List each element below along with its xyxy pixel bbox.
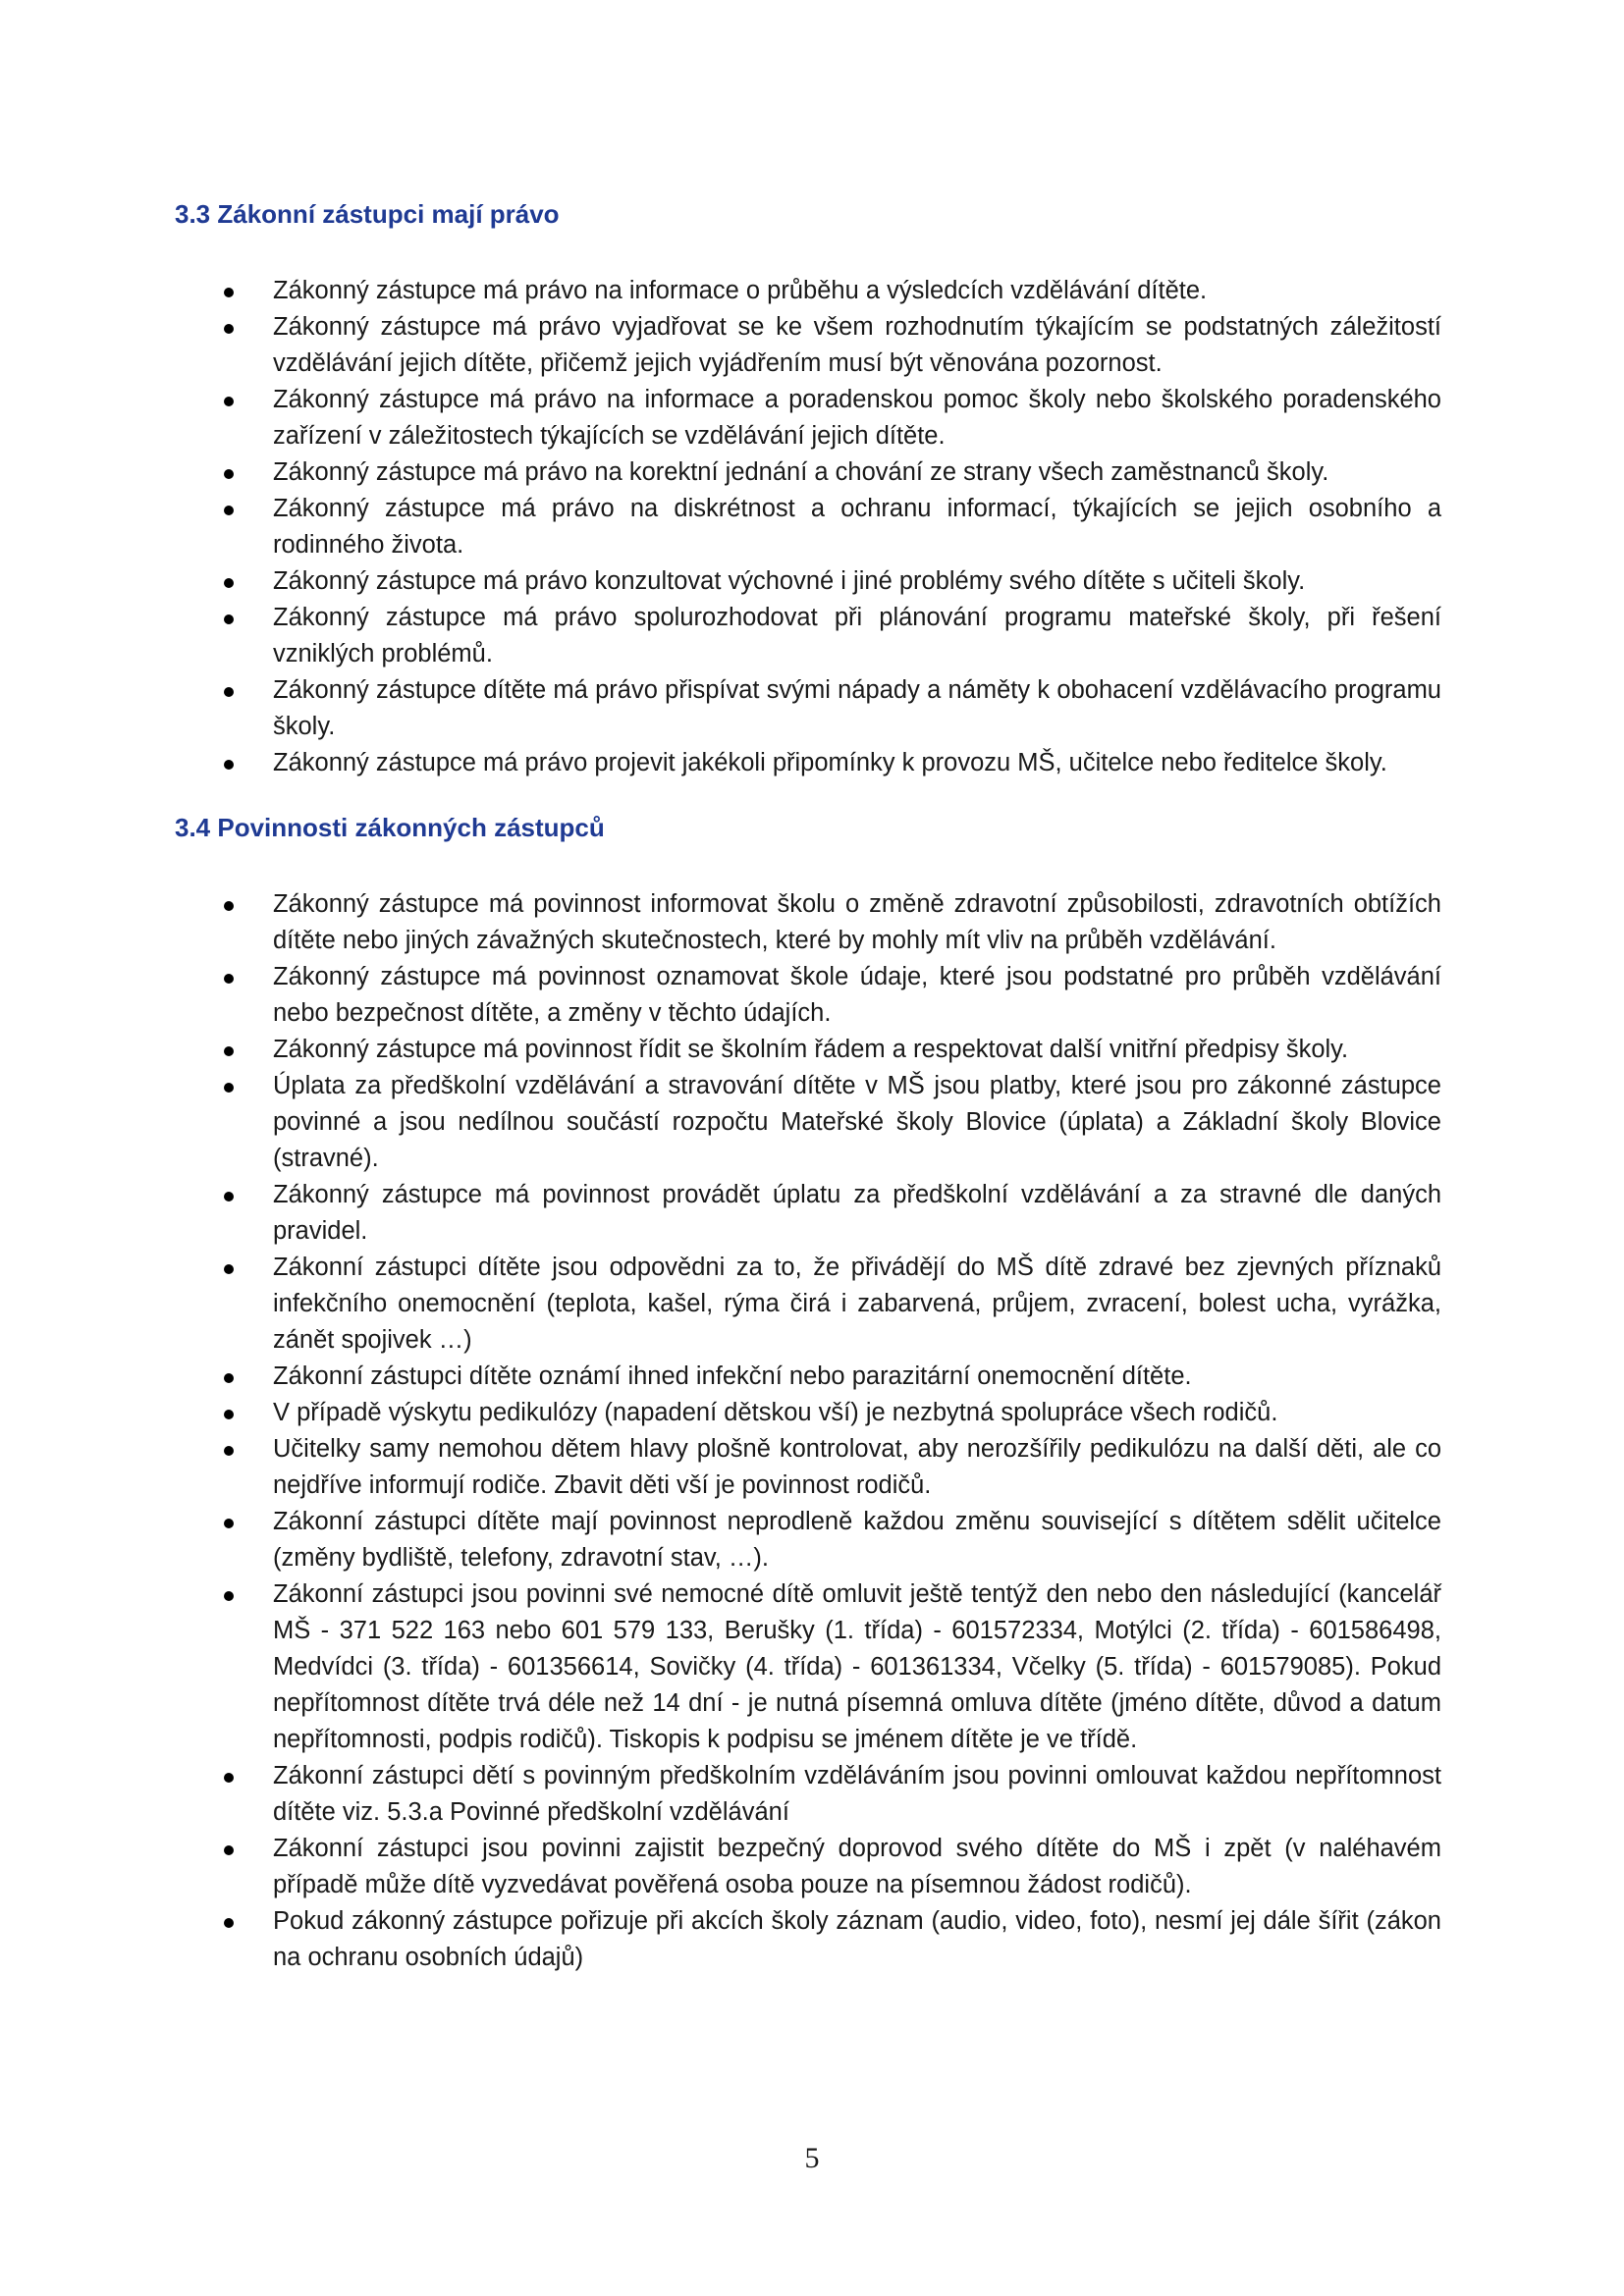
bullet-icon (224, 506, 234, 515)
bullet-icon (224, 578, 234, 588)
list-item (175, 273, 1441, 309)
bullet-icon (224, 1046, 234, 1056)
bullet-icon (224, 1845, 234, 1855)
list-item (175, 886, 1441, 959)
list-item (175, 454, 1441, 491)
list-item-text: Zákonný zástupce má povinnost oznamovat škole údaje, které jsou podstatné pro průběh vzdělávání nebo bezpečnost dítěte, a změny v těchto údajích. (273, 963, 1441, 1027)
list-item (175, 1431, 1441, 1504)
page-content (175, 194, 1441, 1976)
bullet-icon (224, 1083, 234, 1093)
list-item (175, 1831, 1441, 1903)
list-item-text: Zákonný zástupce dítěte má právo přispívat svými nápady a náměty k obohacení vzdělávacího programu školy. (273, 676, 1441, 740)
list-item-text: Zákonný zástupce má právo na informace o průběhu a výsledcích vzdělávání dítěte. (273, 277, 1208, 304)
list-item-text: Zákonný zástupce má právo vyjadřovat se ke všem rozhodnutím týkajícím se podstatných záležitostí vzdělávání jejich dítěte, přičemž jejich vyjádřením musí být věnována pozornost. (273, 313, 1441, 377)
list-item (175, 672, 1441, 745)
duties-list (175, 886, 1441, 1976)
list-item (175, 1250, 1441, 1359)
list-item (175, 1032, 1441, 1068)
bullet-icon (224, 974, 234, 984)
list-item (175, 1576, 1441, 1758)
list-item-text: Zákonný zástupce má právo na korektní jednání a chování ze strany všech zaměstnanců školy. (273, 458, 1329, 486)
list-item-text: Zákonný zástupce má povinnost řídit se školním řádem a respektovat další vnitřní předpisy školy. (273, 1036, 1349, 1063)
bullet-icon (224, 687, 234, 697)
list-item (175, 563, 1441, 600)
list-item-text: Úplata za předškolní vzdělávání a stravování dítěte v MŠ jsou platby, které jsou pro zákonné zástupce povinné a jsou nedílnou součástí rozpočtu Mateřské školy Blovice (úplata) a Základní školy Blovice (stravné). (273, 1072, 1441, 1172)
list-item (175, 959, 1441, 1032)
list-item-text: V případě výskytu pedikulózy (napadení dětskou vší) je nezbytná spolupráce všech rodičů. (273, 1399, 1278, 1426)
bullet-icon (224, 1373, 234, 1383)
bullet-icon (224, 1264, 234, 1274)
list-item (175, 1903, 1441, 1976)
bullet-icon (224, 1519, 234, 1528)
list-item-text: Učitelky samy nemohou dětem hlavy plošně kontrolovat, aby nerozšířily pedikulózu na další děti, ale co nejdříve informují rodiče. Zbavit děti vší je povinnost rodičů. (273, 1435, 1441, 1499)
list-item (175, 1068, 1441, 1177)
bullet-icon (224, 469, 234, 479)
list-item (175, 1395, 1441, 1431)
list-item (175, 1359, 1441, 1395)
list-item-text: Zákonný zástupce má právo konzultovat výchovné i jiné problémy svého dítěte s učiteli školy. (273, 567, 1306, 595)
bullet-icon (224, 901, 234, 911)
bullet-icon (224, 760, 234, 770)
bullet-icon (224, 1918, 234, 1928)
list-item-text: Zákonní zástupci jsou povinni zajistit bezpečný doprovod svého dítěte do MŠ i zpět (v naléhavém případě může dítě vyzvedávat pověřená osoba pouze na písemnou žádost rodičů). (273, 1835, 1441, 1898)
bullet-icon (224, 397, 234, 406)
bullet-icon (224, 1192, 234, 1201)
list-item-text: Zákonný zástupce má povinnost provádět úplatu za předškolní vzdělávání a za stravné dle daných pravidel. (273, 1181, 1441, 1245)
list-item (175, 1758, 1441, 1831)
bullet-icon (224, 1591, 234, 1601)
list-item-text: Zákonný zástupce má povinnost informovat školu o změně zdravotní způsobilosti, zdravotních obtížích dítěte nebo jiných závažných skutečnostech, které by mohly mít vliv na průběh vzdělávání. (273, 890, 1441, 954)
list-item-text: Zákonní zástupci dítěte mají povinnost neprodleně každou změnu související s dítětem sdělit učitelce (změny bydliště, telefony, zdravotní stav, …). (273, 1508, 1441, 1572)
page-number: 5 (804, 2142, 820, 2174)
bullet-icon (224, 1446, 234, 1456)
list-item (175, 491, 1441, 563)
bullet-icon (224, 614, 234, 624)
list-item-text: Zákonní zástupci dítěte oznámí ihned infekční nebo parazitární onemocnění dítěte. (273, 1362, 1192, 1390)
rights-list (175, 273, 1441, 781)
list-item (175, 382, 1441, 454)
bullet-icon (224, 1773, 234, 1783)
bullet-icon (224, 1410, 234, 1419)
list-item (175, 1504, 1441, 1576)
list-item-text: Zákonní zástupci dětí s povinným předškolním vzděláváním jsou povinni omlouvat každou nepřítomnost dítěte viz. 5.3.a Povinné předškolní vzdělávání (273, 1762, 1441, 1826)
list-item (175, 600, 1441, 672)
bullet-icon (224, 288, 234, 297)
list-item (175, 745, 1441, 781)
list-item-text: Zákonný zástupce má právo spolurozhodovat při plánování programu mateřské školy, při řešení vzniklých problémů. (273, 604, 1441, 667)
section-heading-3-3: 3.3 Zákonní zástupci mají právo (175, 199, 560, 229)
bullet-icon (224, 324, 234, 334)
list-item-text: Zákonní zástupci jsou povinni své nemocné dítě omluvit ještě tentýž den nebo den následující (kancelář MŠ - 371 522 163 nebo 601 579 133, Berušky (1. třída) - 601572334, Motýlci (2. třída) - 601586498, Medvídci (3. třída) - 601356614, Sovičky (4. třída) - 601361334, Včelky (5. třída) - 601579085). Pokud nepřítomnost dítěte trvá déle než 14 dní - je nutná písemná omluva dítěte (jméno dítěte, důvod a datum nepřítomnosti, podpis rodičů). Tiskopis k podpisu se jménem dítěte je ve třídě. (273, 1580, 1441, 1753)
list-item (175, 309, 1441, 382)
list-item-text: Pokud zákonný zástupce pořizuje při akcích školy záznam (audio, video, foto), nesmí jej dále šířit (zákon na ochranu osobních údajů) (273, 1907, 1441, 1971)
list-item-text: Zákonný zástupce má právo na diskrétnost a ochranu informací, týkajících se jejich osobního a rodinného života. (273, 495, 1441, 559)
section-heading-3-4: 3.4 Povinnosti zákonných zástupců (175, 813, 605, 842)
list-item-text: Zákonný zástupce má právo projevit jakékoli připomínky k provozu MŠ, učitelce nebo ředitelce školy. (273, 749, 1387, 776)
list-item-text: Zákonný zástupce má právo na informace a poradenskou pomoc školy nebo školského poradenského zařízení v záležitostech týkajících se vzdělávání jejich dítěte. (273, 386, 1441, 450)
list-item (175, 1177, 1441, 1250)
list-item-text: Zákonní zástupci dítěte jsou odpovědni za to, že přivádějí do MŠ dítě zdravé bez zjevných příznaků infekčního onemocnění (teplota, kašel, rýma čirá i zabarvená, průjem, zvracení, bolest ucha, vyrážka, zánět spojivek …) (273, 1254, 1441, 1354)
